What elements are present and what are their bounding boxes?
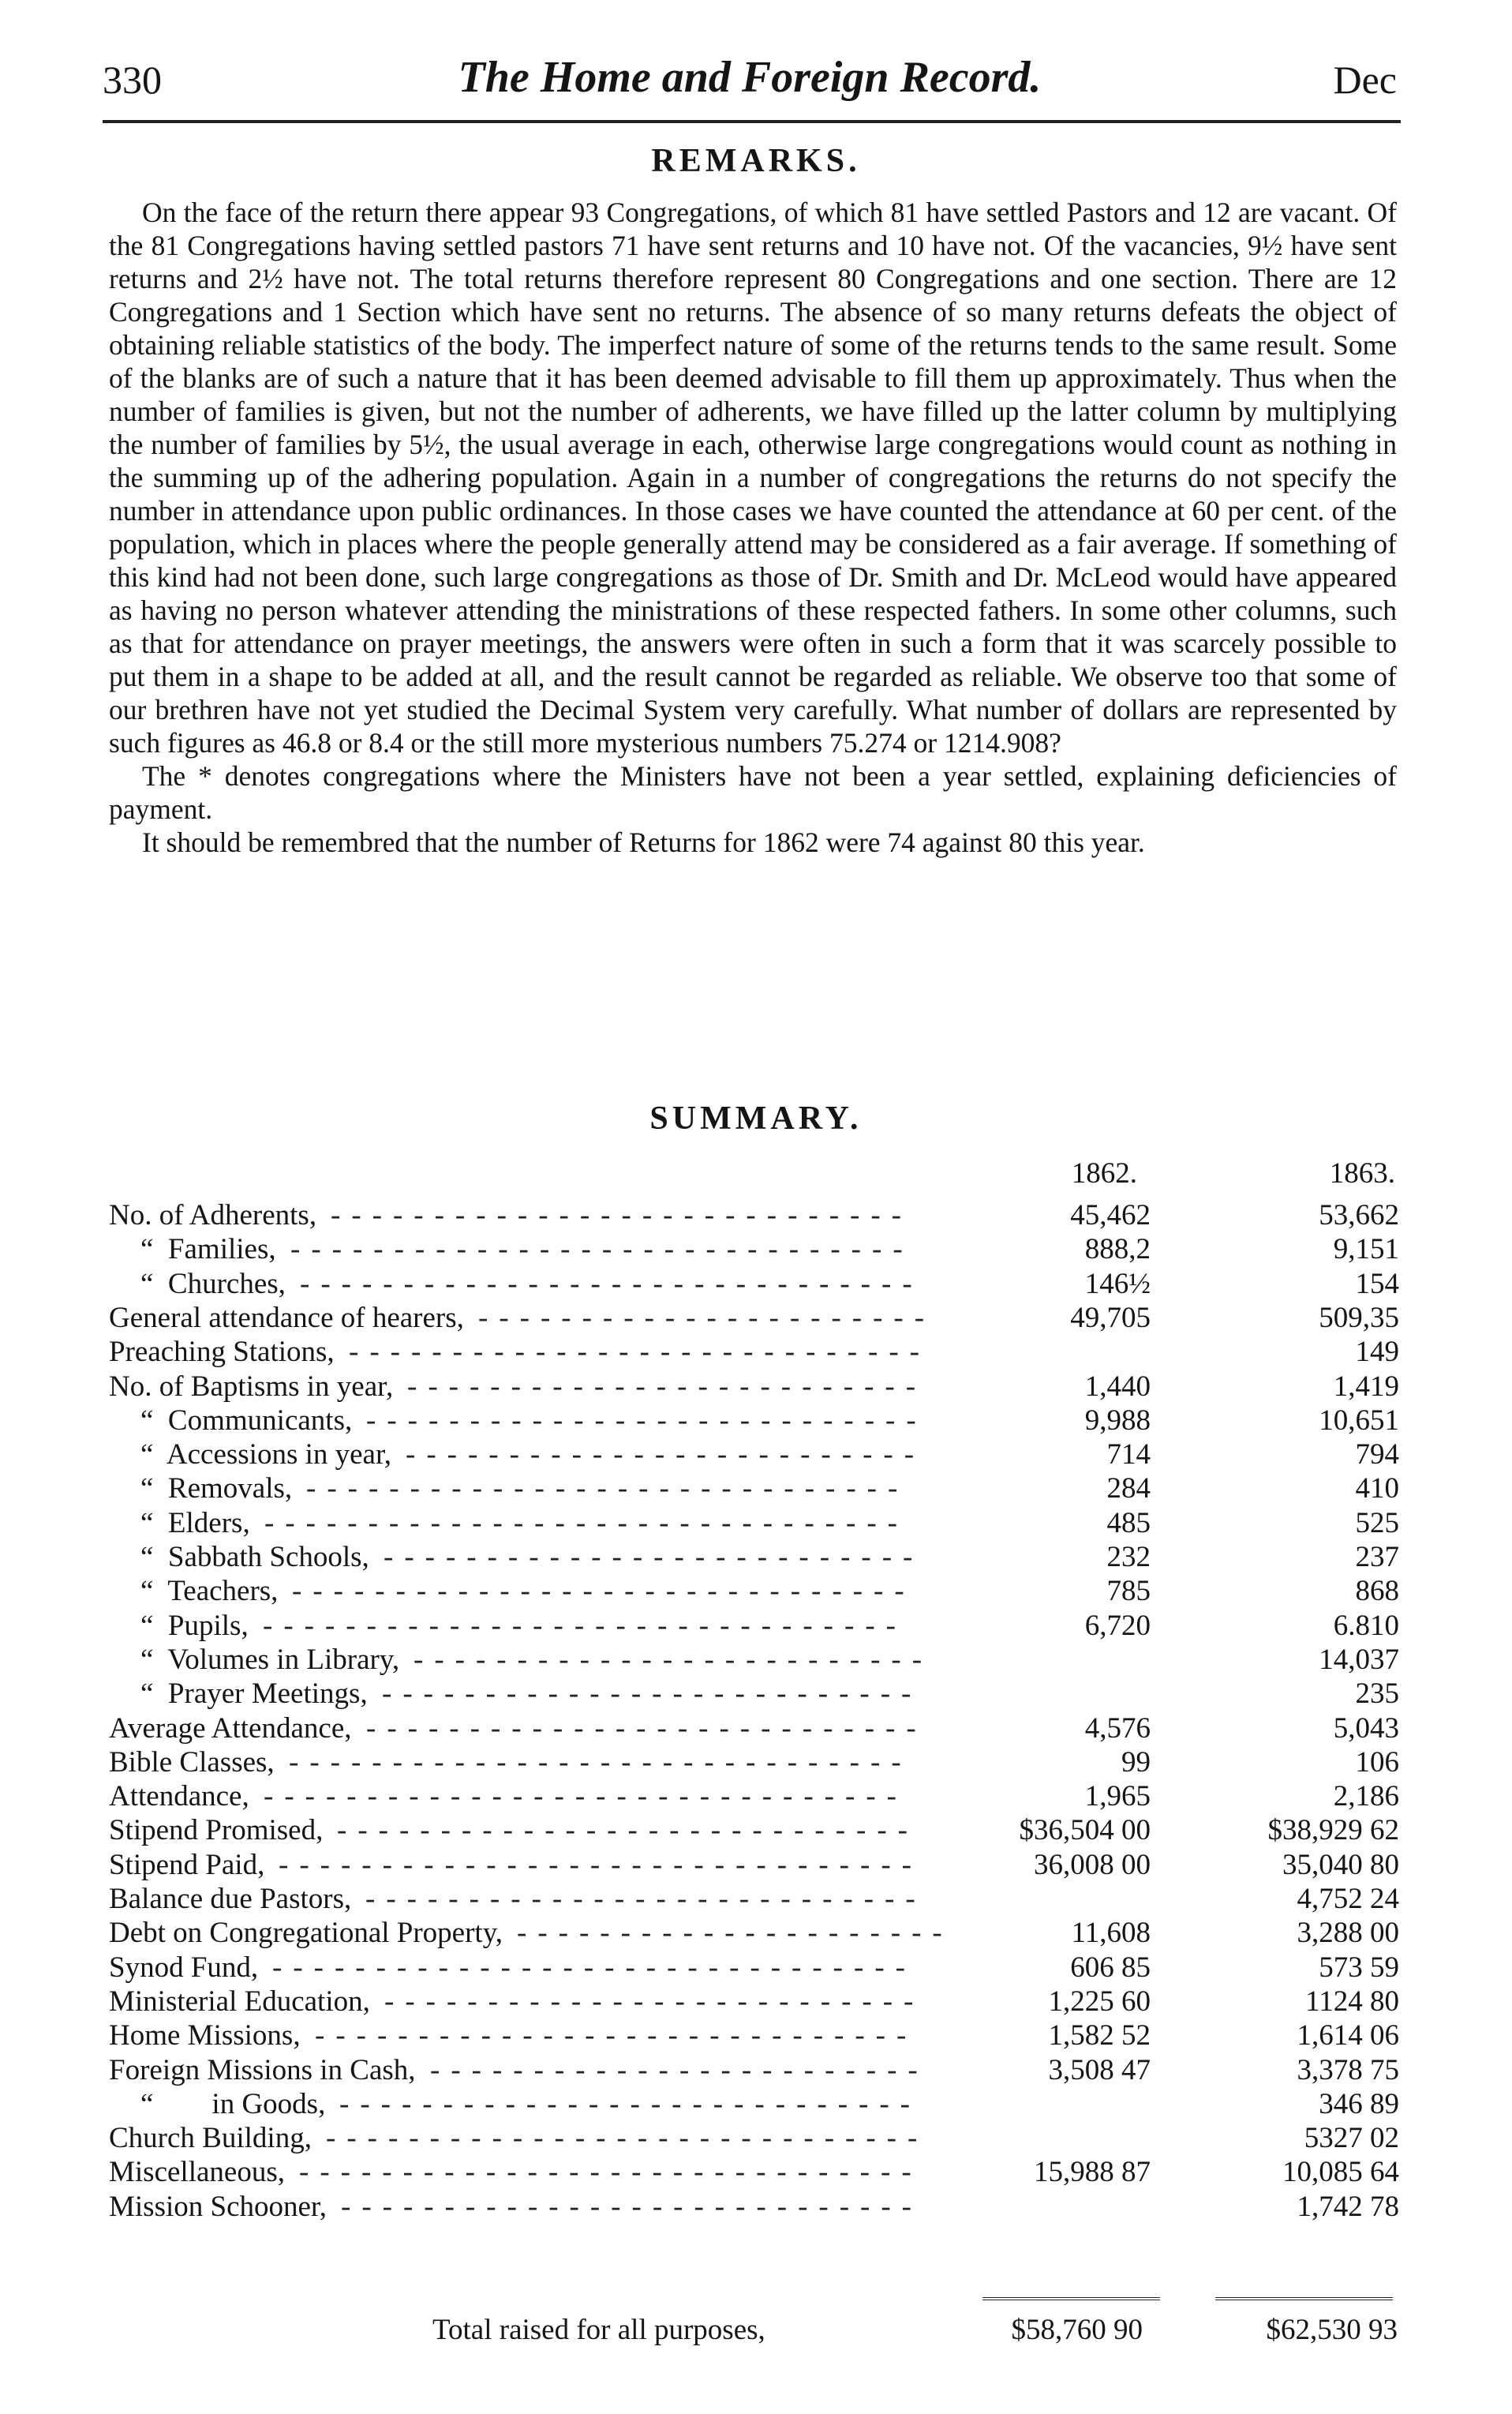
value-1863: 35,040 80: [1282, 1848, 1399, 1881]
value-1863: 10,085 64: [1282, 2156, 1399, 2189]
leader-dots: -------------------------: [406, 1438, 926, 1471]
remarks-body: [109, 196, 1397, 859]
value-1862: 606 85: [1070, 1951, 1151, 1984]
leader-dots: -----------------------------: [315, 2019, 918, 2052]
leader-dots: ----------------------------: [339, 2087, 921, 2120]
value-1863: 1,614 06: [1297, 2019, 1399, 2052]
total-rule-1863: [1215, 2297, 1393, 2300]
summary-row: [109, 1267, 1403, 1302]
value-1863: 410: [1355, 1472, 1399, 1505]
summary-label: Home Missions,: [109, 2019, 301, 2052]
summary-row: [109, 2053, 1403, 2088]
value-1862: 1,582 52: [1048, 2019, 1151, 2052]
value-1862: 6,720: [1084, 1609, 1151, 1642]
value-1862: 714: [1106, 1438, 1151, 1471]
value-1863: 5327 02: [1304, 2122, 1399, 2155]
summary-label: “ Removals,: [140, 1472, 293, 1505]
value-1862: 888,2: [1084, 1233, 1151, 1266]
year-1862-header: 1862.: [1071, 1157, 1137, 1190]
leader-dots: ----------------------------: [341, 2190, 923, 2223]
value-1862: 11,608: [1071, 1917, 1151, 1950]
summary-row: [109, 1438, 1403, 1472]
value-1862: $36,504 00: [1019, 1814, 1151, 1847]
leader-dots: ----------------------------: [349, 1336, 930, 1369]
summary-label: “ Pupils,: [140, 1609, 249, 1642]
summary-row: [109, 1643, 1403, 1677]
value-1862: 146½: [1084, 1267, 1151, 1300]
value-1862: 1,965: [1084, 1780, 1151, 1813]
running-header: [103, 49, 1397, 112]
summary-row: [109, 1677, 1403, 1711]
value-1863: 6.810: [1333, 1609, 1399, 1642]
value-1863: 525: [1355, 1506, 1399, 1539]
summary-label: “ Families,: [140, 1233, 276, 1266]
leader-dots: ----------------------------: [331, 1199, 912, 1231]
value-1862: 284: [1106, 1472, 1151, 1505]
value-1862: 1,225 60: [1048, 1985, 1151, 2018]
value-1863: 1,742 78: [1297, 2190, 1399, 2223]
summary-label: No. of Adherents,: [109, 1199, 317, 1231]
summary-label: “ Prayer Meetings,: [140, 1677, 368, 1711]
leader-dots: --------------------------: [384, 1985, 925, 2018]
leader-dots: -------------------------: [414, 1643, 934, 1676]
value-1862: 9,988: [1084, 1404, 1151, 1437]
total-label: Total raised for all purposes,: [432, 2314, 765, 2346]
leader-dots: ---------------------------: [365, 1883, 926, 1915]
value-1863: 106: [1355, 1745, 1399, 1779]
summary-label: “ Communicants,: [140, 1404, 353, 1437]
summary-label: Church Building,: [109, 2122, 312, 2155]
value-1862: 4,576: [1084, 1711, 1151, 1745]
value-1862: 785: [1106, 1575, 1151, 1608]
summary-label: “ Accessions in year,: [140, 1438, 392, 1471]
leader-dots: -----------------------------: [306, 1472, 909, 1505]
summary-label: Stipend Paid,: [109, 1848, 265, 1881]
summary-label: No. of Baptisms in year,: [109, 1370, 394, 1403]
summary-label: “ Teachers,: [140, 1575, 279, 1608]
summary-row: [109, 1951, 1403, 1985]
leader-dots: ---------------------------: [366, 1711, 927, 1745]
total-1862: $58,760 90: [1011, 2314, 1143, 2346]
summary-row: [109, 1301, 1403, 1336]
summary-label: “ in Goods,: [140, 2087, 326, 2120]
leader-dots: ---------------------------: [366, 1404, 927, 1437]
value-1862: 99: [1121, 1745, 1151, 1779]
value-1862: 45,462: [1070, 1199, 1151, 1231]
summary-label: Synod Fund,: [109, 1951, 259, 1984]
remarks-heading: REMARKS.: [651, 143, 861, 179]
leader-dots: ------------------------------: [292, 1575, 915, 1608]
summary-label: General attendance of hearers,: [109, 1301, 464, 1334]
summary-row: [109, 1779, 1403, 1814]
leader-dots: ------------------------: [430, 2053, 929, 2086]
summary-row: [109, 2087, 1403, 2122]
value-1863: 10,651: [1319, 1404, 1399, 1437]
leader-dots: ------------------------------: [289, 1745, 912, 1779]
summary-row: [109, 1506, 1403, 1541]
summary-row: [109, 2190, 1403, 2225]
leader-dots: -------------------------------: [263, 1609, 907, 1642]
value-1863: 346 89: [1319, 2087, 1399, 2120]
remarks-paragraph: The * denotes congregations where the Ministers have not been a year settled, explaining deficiencies of payment.: [109, 760, 1397, 825]
summary-label: Average Attendance,: [109, 1711, 352, 1745]
summary-row: [109, 1711, 1403, 1746]
summary-label: “ Volumes in Library,: [140, 1643, 400, 1676]
leader-dots: -------------------------: [407, 1370, 927, 1403]
summary-row: [109, 1232, 1403, 1267]
value-1863: 154: [1355, 1267, 1399, 1300]
summary-row: [109, 1335, 1403, 1370]
total-rule-1862: [982, 2297, 1160, 2300]
summary-label: Stipend Promised,: [109, 1814, 324, 1847]
summary-label: Foreign Missions in Cash,: [109, 2053, 416, 2086]
summary-label: Ministerial Education,: [109, 1985, 370, 2018]
value-1863: 3,288 00: [1297, 1917, 1399, 1950]
summary-row: [109, 1404, 1403, 1438]
leader-dots: -------------------------------: [272, 1951, 916, 1984]
value-1862: 3,508 47: [1048, 2053, 1151, 2086]
summary-row: [109, 1370, 1403, 1404]
value-1863: 237: [1355, 1541, 1399, 1573]
leader-dots: ---------------------: [517, 1917, 953, 1950]
value-1863: 794: [1355, 1438, 1399, 1471]
summary-heading: SUMMARY.: [649, 1100, 863, 1137]
value-1863: 9,151: [1333, 1233, 1399, 1266]
summary-row: [109, 1471, 1403, 1506]
value-1863: 1,419: [1333, 1370, 1399, 1403]
summary-row: [109, 2019, 1403, 2053]
value-1863: 3,378 75: [1297, 2053, 1399, 2086]
summary-row: [109, 2121, 1403, 2156]
value-1863: 235: [1355, 1677, 1399, 1711]
leader-dots: ----------------------: [478, 1301, 936, 1334]
summary-label: Miscellaneous,: [109, 2156, 285, 2189]
value-1863: 868: [1355, 1575, 1399, 1608]
summary-row: [109, 1916, 1403, 1951]
value-1862: 49,705: [1070, 1301, 1151, 1334]
leader-dots: -------------------------------: [264, 1506, 908, 1539]
leader-dots: --------------------------: [384, 1541, 924, 1573]
leader-dots: -------------------------------: [264, 1780, 908, 1813]
page-number: 330: [103, 58, 162, 102]
summary-label: Preaching Stations,: [109, 1336, 335, 1369]
summary-label: “ Elders,: [140, 1506, 250, 1539]
value-1863: $38,929 62: [1267, 1814, 1399, 1847]
value-1863: 14,037: [1319, 1643, 1399, 1676]
leader-dots: ----------------------------: [337, 1814, 919, 1847]
summary-label: “ Sabbath Schools,: [140, 1541, 369, 1573]
value-1862: 1,440: [1084, 1370, 1151, 1403]
value-1862: 15,988 87: [1034, 2156, 1151, 2189]
summary-row: [109, 1198, 1403, 1233]
leader-dots: ------------------------------: [299, 2156, 923, 2189]
summary-row: [109, 1848, 1403, 1883]
value-1863: 53,662: [1319, 1199, 1399, 1231]
summary-label: “ Churches,: [140, 1267, 286, 1300]
leader-dots: ------------------------------: [290, 1233, 914, 1266]
value-1862: 36,008 00: [1034, 1848, 1151, 1881]
summary-label: Mission Schooner,: [109, 2190, 327, 2223]
leader-dots: -------------------------------: [279, 1848, 923, 1881]
value-1863: 4,752 24: [1297, 1883, 1399, 1915]
header-month: Dec: [1333, 58, 1397, 102]
value-1862: 485: [1106, 1506, 1151, 1539]
journal-title: The Home and Foreign Record.: [458, 53, 1042, 102]
summary-row: [109, 1745, 1403, 1780]
total-1863: $62,530 93: [1266, 2314, 1398, 2346]
value-1862: 232: [1106, 1541, 1151, 1573]
leader-dots: -----------------------------: [326, 2122, 929, 2155]
summary-label: Bible Classes,: [109, 1745, 275, 1779]
summary-row: [109, 1985, 1403, 2019]
summary-label: Debt on Congregational Property,: [109, 1917, 503, 1950]
value-1863: 5,043: [1333, 1711, 1399, 1745]
summary-row: [109, 1813, 1403, 1848]
summary-label: Balance due Pastors,: [109, 1883, 352, 1915]
summary-row: [109, 2155, 1403, 2190]
value-1863: 1124 80: [1305, 1985, 1399, 2018]
remarks-paragraph: On the face of the return there appear 93 Congregations, of which 81 have settled Pastors and 12 are vacant. Of the 81 Congregations having settled pastors 71 have sent returns and 10 have not. Of the vacancies, 9½ have sent returns and 2½ have not. The total returns therefore represent 80 Congregations and one section. There are 12 Congregations and 1 Section which have sent no returns. The absence of so many returns defeats the object of obtaining reliable statistics of the body. The imperfect nature of some of the returns tends to the same result. Some of the blanks are of such a nature that it has been deemed advisable to fill them up approximately. Thus when the number of families is given, but not the number of adherents, we have filled up the latter column by multiplying the number of families by 5½, the usual average in each, otherwise large congregations would count as nothing in the summing up of the adhering population. Again in a number of congregations the returns do not specify the number in attendance upon public ordinances. In those cases we have counted the attendance at 60 per cent. of the population, which in places where the people generally attend may be considered as a fair average. If something of this kind had not been done, such large congregations as those of Dr. Smith and Dr. McLeod would have appeared as having no person whatever attending the ministrations of these respected fathers. In some other columns, such as that for attendance on prayer meetings, the answers were often in such a form that it was scarcely possible to put them in a shape to be added at all, and the result cannot be regarded as reliable. We observe too that some of our brethren have not yet studied the Decimal System very carefully. What number of dollars are represented by such figures as 46.8 or 8.4 or the still more mysterious numbers 75.274 or 1214.908?: [109, 197, 1397, 759]
summary-label: Attendance,: [109, 1780, 249, 1813]
value-1863: 2,186: [1333, 1780, 1399, 1813]
year-1863-header: 1863.: [1329, 1157, 1395, 1190]
value-1863: 509,35: [1319, 1301, 1399, 1334]
header-rule: [103, 120, 1401, 123]
summary-row: [109, 1609, 1403, 1644]
leader-dots: --------------------------: [382, 1677, 923, 1711]
value-1863: 149: [1355, 1336, 1399, 1369]
leader-dots: ------------------------------: [300, 1267, 923, 1300]
summary-row: [109, 1574, 1403, 1609]
value-1863: 573 59: [1319, 1951, 1399, 1984]
summary-row: [109, 1882, 1403, 1917]
remarks-paragraph: It should be remembred that the number of Returns for 1862 were 74 against 80 this year.: [142, 827, 1145, 858]
summary-row: [109, 1540, 1403, 1575]
